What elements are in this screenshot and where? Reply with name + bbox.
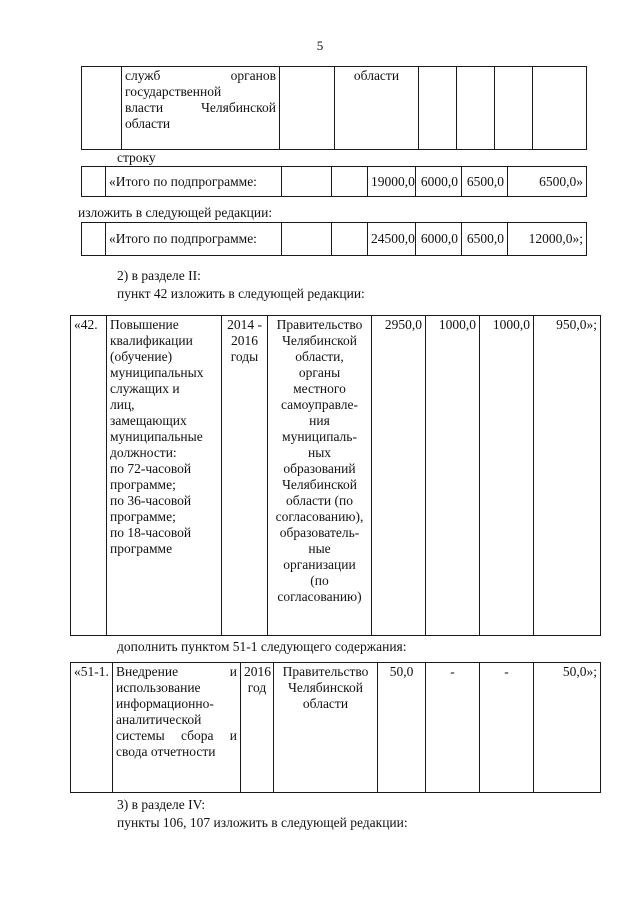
item-years [241,663,274,793]
y2016-value: 6500,0» [508,167,587,197]
empty-cell [282,223,332,256]
text-stroku: строку [117,150,156,165]
name-line: аналитической [116,712,202,727]
name-line: власти Челябинской [125,100,276,115]
table-item-51-1 [70,662,601,793]
executor-line: самоуправле- [280,397,359,412]
text-punkt-42: пункт 42 изложить в следующей редакции: [117,286,365,301]
name-line: свода отчетности [116,744,216,759]
item-years [222,316,268,636]
executor-line: органы [298,365,341,380]
executor-line: образований [283,461,356,476]
y2015-value: 1000,0 [480,316,534,636]
text-section-4: 3) в разделе IV: [117,797,206,812]
executor-line: образователь- [279,525,360,540]
y2014-value: - [426,663,480,793]
executor-line: Правительство [282,664,369,679]
name-line: муниципальные [110,429,203,444]
executor-line: муниципаль- [282,429,357,444]
itogo-label: «Итого по подпрограмме: [106,223,282,256]
num-cell [82,167,106,197]
text-izlozhit: изложить в следующей редакции: [78,205,273,220]
total-value: 24500,0 [368,223,416,256]
empty-cell [282,167,332,197]
name-line: использование [116,680,201,695]
executor-cell: области [335,67,419,150]
item-executor [268,316,372,636]
years-line: годы [230,349,259,364]
years-line: 2016 [231,333,258,348]
y2014-value: 1000,0 [426,316,480,636]
executor-line: ных [307,445,332,460]
name-line: области [125,116,171,131]
table-itogo-new [81,222,587,256]
name-line: государственной [125,84,222,99]
item-executor [274,663,378,793]
table-itogo-old [81,166,587,197]
num-cell [82,67,122,150]
item-number: «51-1. [71,663,113,793]
executor-line: Правительство [276,317,363,332]
item-number: «42. [71,316,107,636]
y2015-value: 6500,0 [462,167,508,197]
executor-line: организации [283,557,356,572]
name-line: системы сбора и [116,728,237,743]
y2015-value: 6500,0 [462,223,508,256]
item-name [107,316,222,636]
total-cell [419,67,457,150]
years-cell [280,67,335,150]
executor-line: согласованию) [277,589,362,604]
name-line: программе; [110,477,176,492]
name-line: (обучение) [110,349,173,364]
total-value: 2950,0 [372,316,426,636]
name-line: информационно- [116,696,214,711]
executor-line: (по [310,573,329,588]
executor-line: Челябинской [282,333,357,348]
text-section-2: 2) в разделе II: [117,268,201,283]
table-continuation [81,66,587,150]
name-line: по 18-часовой [110,525,192,540]
executor-line: ные [308,541,331,556]
name-line: по 72-часовой [110,461,192,476]
y2016-cell [533,67,587,150]
executor-line: области (по [286,493,353,508]
name-line: должности: [110,445,177,460]
name-line: квалификации [110,333,193,348]
text-punkty-106-107: пункты 106, 107 изложить в следующей редакции: [117,815,408,830]
name-line: лиц, [110,397,135,412]
empty-cell [332,223,368,256]
years-line: 2016 [244,664,271,679]
name-line: программе; [110,509,176,524]
page-number: 5 [316,38,324,53]
years-line: 2014 - [227,317,262,332]
executor-line: Челябинской [288,680,363,695]
y2014-cell [457,67,495,150]
name-line: программе [110,541,173,556]
name-line: служб органов [125,68,276,83]
y2014-value: 6000,0 [416,167,462,197]
y2016-value: 950,0»; [534,316,601,636]
y2016-value: 12000,0»; [508,223,587,256]
num-cell [82,223,106,256]
executor-line: области, [295,349,344,364]
executor-line: области [302,696,349,711]
item-name [113,663,241,793]
total-value: 50,0 [378,663,426,793]
table-item-42 [70,315,601,636]
executor-line: согласованию), [275,509,364,524]
years-line: год [247,680,267,695]
itogo-label: «Итого по подпрограмме: [106,167,282,197]
name-line: Повышение [110,317,179,332]
executor-line: ния [309,413,330,428]
y2015-cell [495,67,533,150]
name-line: Внедрение и [116,664,237,679]
y2016-value: 50,0»; [534,663,601,793]
total-value: 19000,0 [368,167,416,197]
y2015-value: - [480,663,534,793]
name-cell [122,67,280,150]
name-line: по 36-часовой [110,493,192,508]
name-line: замещающих [110,413,187,428]
name-line: служащих и [110,381,180,396]
y2014-value: 6000,0 [416,223,462,256]
executor-line: местного [293,381,346,396]
name-line: муниципальных [110,365,204,380]
executor-line: Челябинской [282,477,357,492]
text-dopolnit: дополнить пунктом 51-1 следующего содержания: [117,639,407,654]
empty-cell [332,167,368,197]
